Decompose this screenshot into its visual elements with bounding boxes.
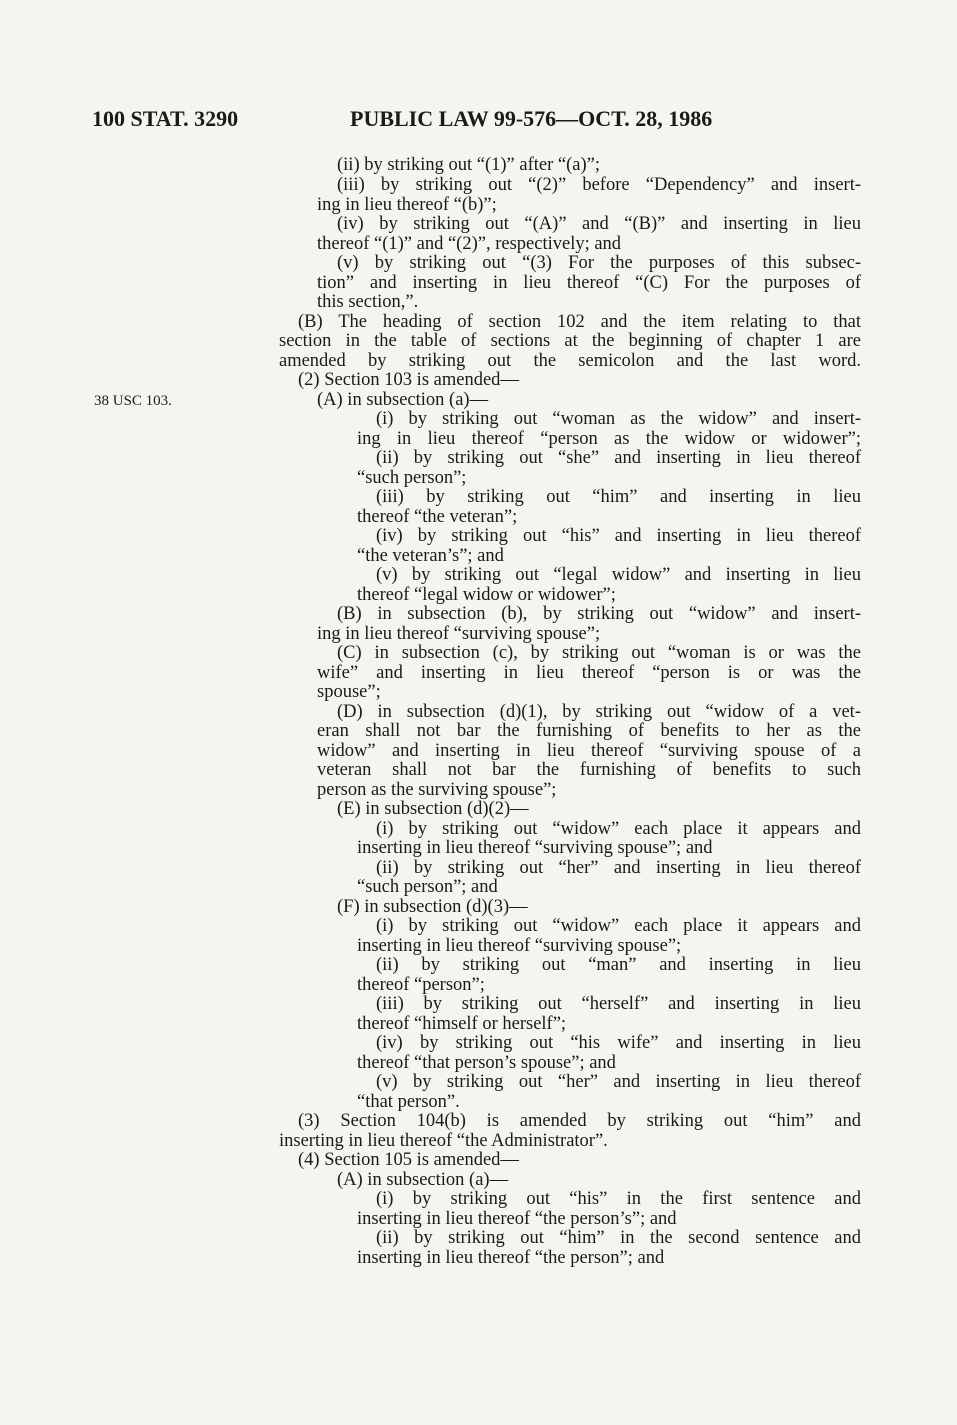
text-line: ing in lieu thereof “surviving spouse”; [317,624,601,644]
text-line: section in the table of sections at the beginning of chapter 1 are [279,331,861,351]
text-line: thereof “legal widow or widower”; [357,585,616,605]
public-law-title: PUBLIC LAW 99-576—OCT. 28, 1986 [350,106,713,131]
text-line: wife” and inserting in lieu thereof “person is or was the [317,663,861,683]
text-line: thereof “the veteran”; [357,507,518,527]
text-line: “that person”. [357,1092,460,1112]
text-line: (ii) by striking out “(1)” after “(a)”; [337,155,600,175]
text-line: (B) The heading of section 102 and the item relating to that [298,312,861,332]
text-line: veteran shall not bar the furnishing of benefits to such [317,760,861,780]
text-line: inserting in lieu thereof “the Administrator”. [279,1131,608,1151]
text-line: (2) Section 103 is amended— [298,370,519,390]
text-line: (v) by striking out “(3) For the purposes of this subsec- [337,253,861,273]
text-line: tion” and inserting in lieu thereof “(C) For the purposes of [317,273,861,293]
text-line: thereof “(1)” and “(2)”, respectively; and [317,234,622,254]
text-line: (i) by striking out “woman as the widow” and insert- [376,409,861,429]
text-line: (F) in subsection (d)(3)— [337,897,528,917]
text-line: (ii) by striking out “him” in the second sentence and [376,1228,861,1248]
text-line: eran shall not bar the furnishing of benefits to her as the [317,721,861,741]
text-line: amended by striking out the semicolon and the last word. [279,351,861,371]
margin-note-usc: 38 USC 103. [94,393,172,409]
text-line: ing in lieu thereof “person as the widow or widower”; [357,429,861,449]
text-line: (ii) by striking out “she” and inserting in lieu thereof [376,448,861,468]
text-line: ing in lieu thereof “(b)”; [317,195,497,215]
text-line: inserting in lieu thereof “surviving spouse”; [357,936,682,956]
text-line: “such person”; and [357,877,498,897]
text-line: (ii) by striking out “man” and inserting in lieu [376,955,861,975]
text-line: (B) in subsection (b), by striking out “widow” and insert- [337,604,861,624]
text-line: thereof “that person’s spouse”; and [357,1053,616,1073]
text-line: “the veteran’s”; and [357,546,504,566]
text-line: (A) in subsection (a)— [337,1170,509,1190]
text-line: (C) in subsection (c), by striking out “woman is or was the [337,643,861,663]
text-line: (iii) by striking out “herself” and inserting in lieu [376,994,861,1014]
text-line: (iii) by striking out “(2)” before “Dependency” and insert- [337,175,861,195]
text-line: (v) by striking out “legal widow” and inserting in lieu [376,565,861,585]
text-line: (A) in subsection (a)— [317,390,489,410]
text-line: (i) by striking out “widow” each place it appears and [376,819,861,839]
text-line: (E) in subsection (d)(2)— [337,799,529,819]
text-line: (i) by striking out “widow” each place it appears and [376,916,861,936]
text-line: this section,”. [317,292,419,312]
stat-reference: 100 STAT. 3290 [92,106,239,131]
text-line: thereof “himself or herself”; [357,1014,567,1034]
text-line: spouse”; [317,682,381,702]
text-line: (iii) by striking out “him” and inserting in lieu [376,487,861,507]
text-line: (ii) by striking out “her” and inserting in lieu thereof [376,858,861,878]
text-line: “such person”; [357,468,467,488]
text-line: (iv) by striking out “(A)” and “(B)” and inserting in lieu [337,214,861,234]
text-line: thereof “person”; [357,975,485,995]
text-line: (iv) by striking out “his wife” and inserting in lieu [376,1033,861,1053]
text-line: (D) in subsection (d)(1), by striking out “widow of a vet- [337,702,861,722]
text-line: (v) by striking out “her” and inserting in lieu thereof [376,1072,861,1092]
text-line: inserting in lieu thereof “surviving spouse”; and [357,838,713,858]
text-line: (4) Section 105 is amended— [298,1150,519,1170]
text-line: (i) by striking out “his” in the first sentence and [376,1189,861,1209]
text-line: person as the surviving spouse”; [317,780,557,800]
text-line: (iv) by striking out “his” and inserting in lieu thereof [376,526,861,546]
page-header [92,106,957,136]
text-line: inserting in lieu thereof “the person”; and [357,1248,665,1268]
text-line: inserting in lieu thereof “the person’s”; and [357,1209,677,1229]
text-line: widow” and inserting in lieu thereof “surviving spouse of a [317,741,861,761]
text-line: (3) Section 104(b) is amended by striking out “him” and [298,1111,861,1131]
